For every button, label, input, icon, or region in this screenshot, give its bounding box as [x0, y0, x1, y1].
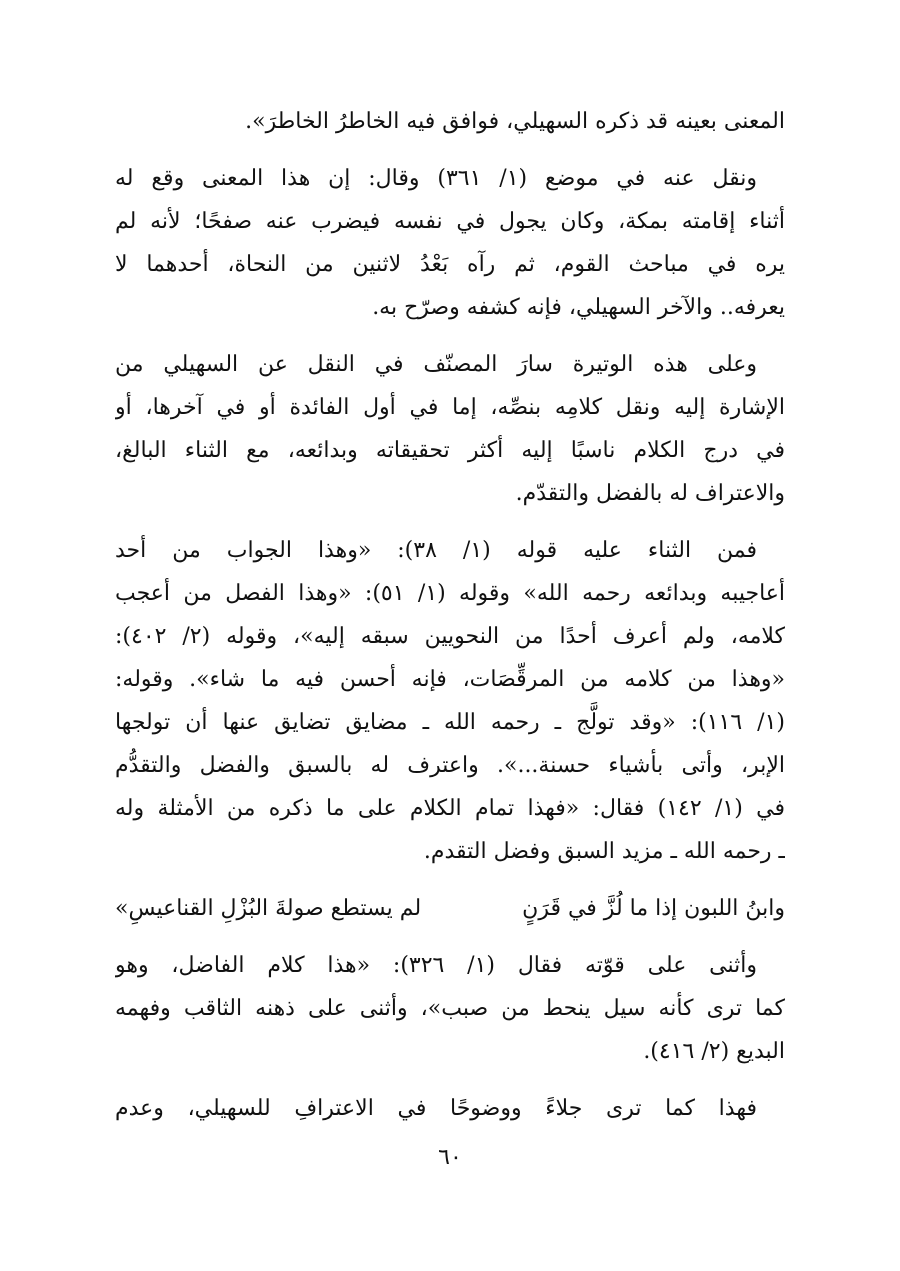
text-line: في درج الكلام ناسبًا إليه أكثر تحقيقاته وبدائعه، مع الثناء البالغ، — [115, 438, 785, 463]
text-line: كلامه، ولم أعرف أحدًا من النحويين سبقه إليه»، وقوله (٢/ ٤٠٢): — [115, 624, 785, 649]
text-line: يعرفه.. والآخر السهيلي، فإنه كشفه وصرّح به. — [372, 295, 785, 320]
paragraph — [115, 1087, 785, 1130]
text-line: الإبر، وأتى بأشياء حسنة...». واعترف له بالسبق والفضل والتقدُّم — [115, 753, 785, 778]
text-line: الإشارة إليه ونقل كلامِه بنصِّه، إما في أول الفائدة أو في آخرها، أو — [115, 395, 785, 420]
paragraph — [115, 100, 785, 143]
text-line: البديع (٢/ ٤١٦). — [643, 1039, 785, 1064]
text-line: «وهذا من كلامه من المرقِّصَات، فإنه أحسن فيه ما شاء». وقوله: — [115, 667, 785, 692]
text-line: المعنى بعينه قد ذكره السهيلي، فوافق فيه الخاطرُ الخاطرَ». — [245, 109, 785, 134]
verse-hemistich-left: لم يستطع صولةَ البُزْلِ القناعيسِ» — [115, 896, 422, 921]
text-line: أعاجيبه وبدائعه رحمه الله» وقوله (١/ ٥١): «وهذا الفصل من أعجب — [115, 581, 785, 606]
text-line: ـ رحمه الله ـ مزيد السبق وفضل التقدم. — [423, 839, 785, 864]
text-line: أثناء إقامته بمكة، وكان يجول في نفسه فيضرب عنه صفحًا؛ لأنه لم — [115, 209, 785, 234]
text-line: وأثنى على قوّته فقال (١/ ٣٢٦): «هذا كلام الفاضل، وهو — [115, 953, 757, 978]
paragraph — [115, 529, 785, 873]
paragraph — [115, 157, 785, 329]
text-line: (١/ ١١٦): «وقد تولَّج ـ رحمه الله ـ مضايق تضايق عنها أن تولجها — [115, 710, 785, 735]
text-line: يره في مباحث القوم، ثم رآه بَعْدُ لاثنين من النحاة، أحدهما لا — [115, 252, 785, 277]
verse-line — [115, 887, 785, 930]
text-line: وعلى هذه الوتيرة سارَ المصنّف في النقل عن السهيلي من — [115, 352, 757, 377]
paragraph — [115, 343, 785, 515]
text-line: فمن الثناء عليه قوله (١/ ٣٨): «وهذا الجواب من أحد — [115, 538, 758, 563]
text-line: في (١/ ١٤٢) فقال: «فهذا تمام الكلام على ما ذكره من الأمثلة وله — [115, 796, 785, 821]
text-line: فهذا كما ترى جلاءً ووضوحًا في الاعترافِ للسهيلي، وعدم — [115, 1096, 757, 1121]
text-line: كما ترى كأنه سيل ينحط من صبب»، وأثنى على ذهنه الثاقب وفهمه — [115, 996, 785, 1021]
text-line: ونقل عنه في موضع (١/ ٣٦١) وقال: إن هذا المعنى وقع له — [115, 166, 758, 191]
text-column — [115, 100, 785, 1130]
text-line: والاعتراف له بالفضل والتقدّم. — [515, 481, 785, 506]
paragraph — [115, 944, 785, 1073]
page-number: ٦٠ — [438, 1145, 462, 1170]
verse-hemistich-right: وابنُ اللبون إذا ما لُزَّ في قَرَنٍ — [522, 896, 785, 921]
